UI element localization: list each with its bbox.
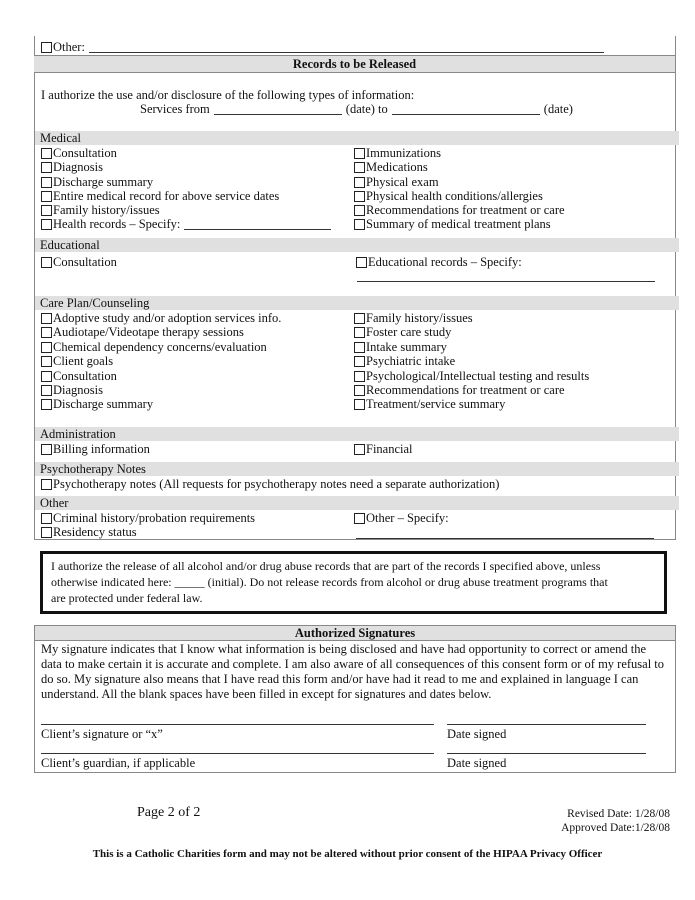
checkbox[interactable] xyxy=(41,479,52,490)
approved-date: Approved Date:1/28/08 xyxy=(561,822,670,834)
checkbox[interactable] xyxy=(41,42,52,53)
psychotherapy-item[interactable] xyxy=(41,477,499,491)
educational-item[interactable] xyxy=(356,255,522,269)
client-signature-label: Client’s signature or “x” xyxy=(41,727,163,741)
checkbox[interactable] xyxy=(354,371,365,382)
item-label: Diagnosis xyxy=(53,383,103,397)
item-label: Physical health conditions/allergies xyxy=(366,189,543,203)
care-plan-item[interactable] xyxy=(41,369,117,383)
care-plan-item[interactable] xyxy=(354,311,473,325)
to-date-field[interactable] xyxy=(392,103,540,115)
care-plan-item[interactable] xyxy=(41,325,244,339)
medical-item[interactable] xyxy=(354,189,543,203)
item-label: Psychological/Intellectual testing and results xyxy=(366,369,590,383)
item-label: Recommendations for treatment or care xyxy=(366,203,565,217)
item-label: Family history/issues xyxy=(366,311,473,325)
checkbox[interactable] xyxy=(41,385,52,396)
item-label: Diagnosis xyxy=(53,160,103,174)
item-label: Health records – Specify: xyxy=(53,217,181,231)
item-label: Family history/issues xyxy=(53,203,160,217)
category-educational: Educational xyxy=(35,238,679,252)
item-label: Criminal history/probation requirements xyxy=(53,511,256,525)
category-psychotherapy: Psychotherapy Notes xyxy=(35,462,679,476)
care-plan-item[interactable] xyxy=(41,383,103,397)
checkbox[interactable] xyxy=(354,444,365,455)
item-label: Other – Specify: xyxy=(366,511,449,525)
administration-item[interactable] xyxy=(354,442,413,456)
date-label: (date) xyxy=(543,102,573,116)
checkbox[interactable] xyxy=(41,148,52,159)
services-date-row xyxy=(140,102,573,116)
checkbox[interactable] xyxy=(41,371,52,382)
medical-item[interactable] xyxy=(41,146,117,160)
item-label: Intake summary xyxy=(366,340,447,354)
administration-item[interactable] xyxy=(41,442,150,456)
checkbox[interactable] xyxy=(354,162,365,173)
records-section-header xyxy=(34,55,675,73)
checkbox[interactable] xyxy=(41,162,52,173)
checkbox[interactable] xyxy=(41,313,52,324)
health-records-specify-field[interactable] xyxy=(184,218,331,230)
date-signed-line-2[interactable] xyxy=(447,753,646,754)
checkbox[interactable] xyxy=(354,385,365,396)
checkbox[interactable] xyxy=(354,399,365,410)
item-label: Recommendations for treatment or care xyxy=(366,383,565,397)
educational-item[interactable] xyxy=(41,255,117,269)
checkbox[interactable] xyxy=(354,513,365,524)
guardian-signature-label: Client’s guardian, if applicable xyxy=(41,756,196,770)
checkbox[interactable] xyxy=(354,356,365,367)
checkbox[interactable] xyxy=(41,513,52,524)
item-label: Adoptive study and/or adoption services info. xyxy=(53,311,282,325)
checkbox[interactable] xyxy=(354,342,365,353)
item-label: Discharge summary xyxy=(53,175,154,189)
care-plan-item[interactable] xyxy=(41,311,281,325)
item-label: Medications xyxy=(366,160,428,174)
checkbox[interactable] xyxy=(41,327,52,338)
checkbox[interactable] xyxy=(354,191,365,202)
item-label: Treatment/service summary xyxy=(366,397,506,411)
checkbox[interactable] xyxy=(41,399,52,410)
checkbox[interactable] xyxy=(41,191,52,202)
records-intro: I authorize the use and/or disclosure of the following types of information: xyxy=(41,88,415,102)
item-label: Psychiatric intake xyxy=(366,354,456,368)
care-plan-item[interactable] xyxy=(41,397,153,411)
checkbox[interactable] xyxy=(354,205,365,216)
top-other-blank[interactable] xyxy=(89,41,604,53)
checkbox[interactable] xyxy=(354,148,365,159)
checkbox[interactable] xyxy=(41,356,52,367)
alcohol-drug-statement-box xyxy=(40,551,667,614)
medical-item[interactable] xyxy=(41,203,160,217)
care-plan-item[interactable] xyxy=(354,325,451,339)
item-label: Foster care study xyxy=(366,325,452,339)
item-label: Audiotape/Videotape therapy sessions xyxy=(53,325,244,339)
checkbox[interactable] xyxy=(41,444,52,455)
checkbox[interactable] xyxy=(356,257,367,268)
care-plan-item[interactable] xyxy=(354,369,589,383)
care-plan-item[interactable] xyxy=(41,354,113,368)
from-date-field[interactable] xyxy=(214,103,342,115)
top-other-label: Other: xyxy=(53,40,85,54)
signatures-title: Authorized Signatures xyxy=(294,626,416,640)
item-label: Immunizations xyxy=(366,146,441,160)
care-plan-item[interactable] xyxy=(354,397,505,411)
educational-specify-field[interactable] xyxy=(357,270,655,282)
medical-item[interactable] xyxy=(354,217,551,231)
item-label: Chemical dependency concerns/evaluation xyxy=(53,340,267,354)
checkbox[interactable] xyxy=(41,177,52,188)
item-label: Psychotherapy notes (All requests for psychotherapy notes need a separate authorization) xyxy=(53,477,500,491)
checkbox[interactable] xyxy=(354,327,365,338)
item-label: Consultation xyxy=(53,146,117,160)
date-signed-line-1[interactable] xyxy=(447,724,646,725)
medical-item[interactable] xyxy=(41,217,331,231)
checkbox[interactable] xyxy=(354,313,365,324)
other-item[interactable] xyxy=(41,511,255,525)
checkbox[interactable] xyxy=(41,219,52,230)
medical-item[interactable] xyxy=(41,175,153,189)
item-label: Physical exam xyxy=(366,175,439,189)
date-signed-label-1: Date signed xyxy=(447,727,507,741)
item-label: Educational records – Specify: xyxy=(368,255,522,269)
category-administration: Administration xyxy=(35,427,679,441)
date-signed-label-2: Date signed xyxy=(447,756,507,770)
signatures-consent-text: My signature indicates that I know what information is being disclosed and have had opportunity to correct or amend the data to make certain it is accurate and complete. I am also aware of all consequences of this consent form or of my refusal to do so. My signature also means that I have read this form and/or have had it read to me and explained in language I can understand. All the blank spaces have been filled in except for signatures and dates below. xyxy=(41,642,665,701)
client-signature-line[interactable] xyxy=(41,724,434,725)
item-label: Consultation xyxy=(53,255,117,269)
medical-item[interactable] xyxy=(354,203,565,217)
care-plan-item[interactable] xyxy=(354,340,447,354)
date-to-label: (date) to xyxy=(345,102,388,116)
item-label: Client goals xyxy=(53,354,114,368)
guardian-signature-line[interactable] xyxy=(41,753,434,754)
item-label: Billing information xyxy=(53,442,150,456)
item-label: Residency status xyxy=(53,525,137,539)
alcohol-statement-line-1: I authorize the release of all alcohol and/or drug abuse records that are part of the records I specified above, unless xyxy=(51,559,601,573)
care-plan-item[interactable] xyxy=(354,383,565,397)
hipaa-notice: This is a Catholic Charities form and may not be altered without prior consent of the HIPAA Privacy Officer xyxy=(92,848,603,860)
page-number: Page 2 of 2 xyxy=(137,805,201,820)
medical-item[interactable] xyxy=(354,146,441,160)
care-plan-item[interactable] xyxy=(41,340,267,354)
top-other-row[interactable] xyxy=(41,40,604,54)
checkbox[interactable] xyxy=(41,342,52,353)
alcohol-statement-line-2: otherwise indicated here: _____ (initial). Do not release records from alcohol or drug abuse treatment programs that xyxy=(51,575,608,589)
revised-date: Revised Date: 1/28/08 xyxy=(567,808,670,820)
checkbox[interactable] xyxy=(41,257,52,268)
item-label: Discharge summary xyxy=(53,397,154,411)
services-from-label: Services from xyxy=(140,102,210,116)
category-care-plan: Care Plan/Counseling xyxy=(35,296,679,310)
category-other: Other xyxy=(35,496,679,510)
signatures-header xyxy=(35,626,675,641)
care-plan-item[interactable] xyxy=(354,354,455,368)
item-label: Financial xyxy=(366,442,413,456)
checkbox[interactable] xyxy=(354,177,365,188)
other-item[interactable] xyxy=(354,511,449,525)
medical-item[interactable] xyxy=(41,160,103,174)
item-label: Entire medical record for above service dates xyxy=(53,189,280,203)
medical-item[interactable] xyxy=(41,189,279,203)
other-item[interactable] xyxy=(41,525,137,539)
other-specify-field[interactable] xyxy=(356,527,654,539)
item-label: Consultation xyxy=(53,369,117,383)
medical-item[interactable] xyxy=(354,175,439,189)
records-section-title: Records to be Released xyxy=(292,57,417,71)
checkbox[interactable] xyxy=(41,205,52,216)
checkbox[interactable] xyxy=(354,219,365,230)
category-medical: Medical xyxy=(35,131,679,145)
item-label: Summary of medical treatment plans xyxy=(366,217,551,231)
alcohol-statement-line-3: are protected under federal law. xyxy=(51,591,203,605)
checkbox[interactable] xyxy=(41,527,52,538)
authorized-signatures-section xyxy=(34,625,676,773)
medical-item[interactable] xyxy=(354,160,428,174)
